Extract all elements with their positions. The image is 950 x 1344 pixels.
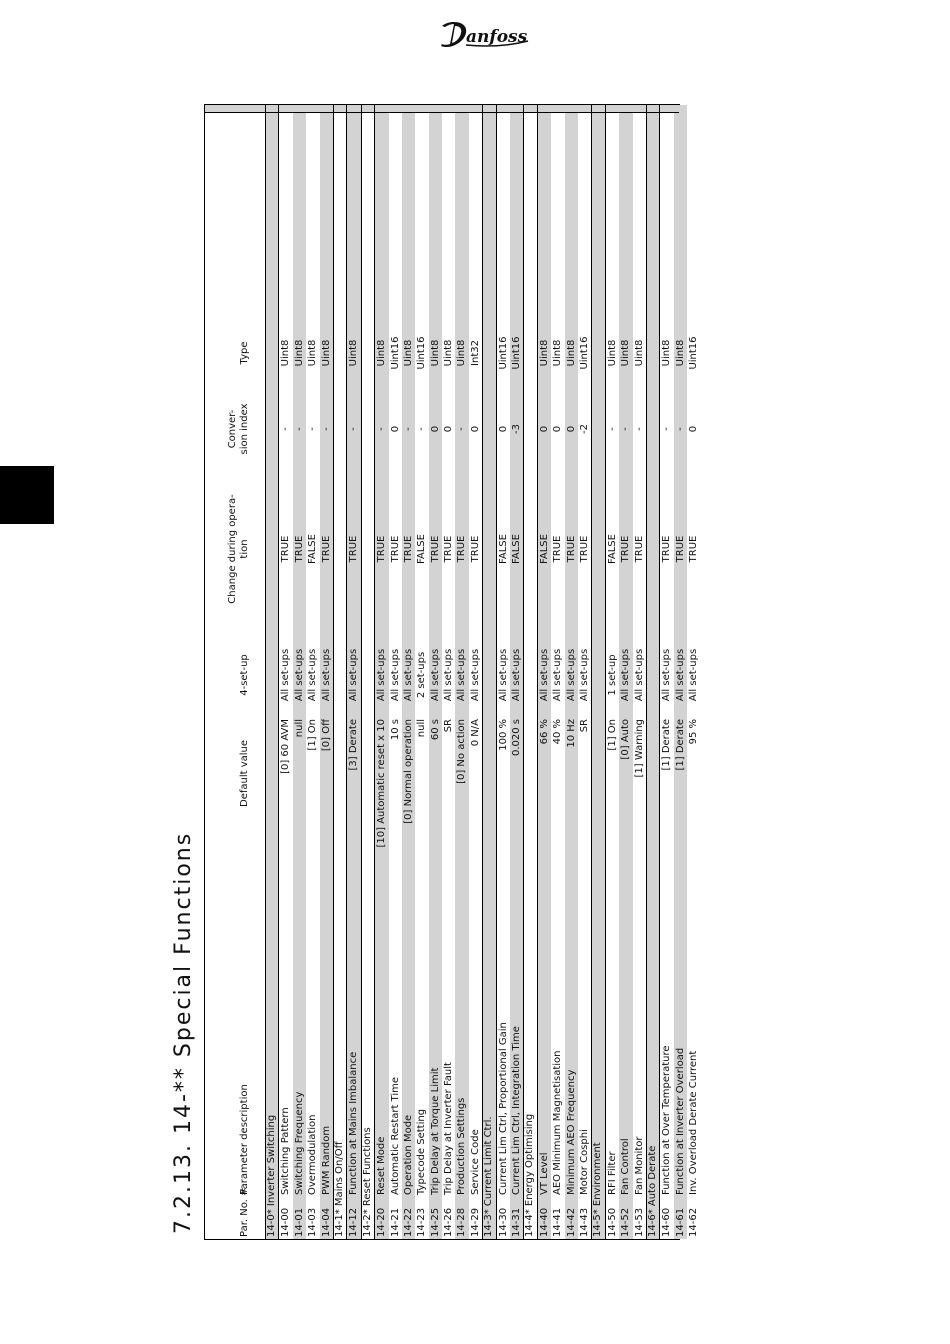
- conversion-index: -: [307, 427, 319, 431]
- data-type: Uint8: [293, 339, 305, 367]
- table-row: [375, 105, 388, 1239]
- setup-count: All set-ups: [280, 648, 292, 702]
- par-number: 14-50: [606, 1207, 618, 1237]
- parameter-description: AEO Minimum Magnetisation: [552, 1050, 564, 1195]
- table-row: [551, 105, 564, 1239]
- parameter-description: Automatic Restart Time: [389, 1076, 401, 1195]
- par-number: 14-28: [456, 1207, 468, 1237]
- conversion-index: 0: [538, 425, 550, 433]
- par-number: 14-41: [552, 1207, 564, 1237]
- group-header-row: [646, 105, 660, 1239]
- setup-count: All set-ups: [674, 648, 686, 702]
- table-row: [279, 105, 292, 1239]
- setup-count: 1 set-up: [606, 654, 618, 696]
- parameter-description: Function at Over Temperature: [661, 1045, 673, 1195]
- data-type: Uint8: [565, 339, 577, 367]
- setup-count: All set-ups: [402, 648, 414, 702]
- data-type: Uint8: [661, 339, 673, 367]
- default-value: 10 s: [389, 719, 401, 741]
- change-during-operation: TRUE: [402, 535, 414, 563]
- group-header-row: [523, 105, 537, 1239]
- table-row: [455, 105, 468, 1239]
- table-row: [565, 105, 578, 1239]
- par-number: 14-00: [280, 1207, 292, 1237]
- par-number: 14-42: [565, 1207, 577, 1237]
- conversion-index: -: [376, 427, 388, 431]
- header-par-no: Par. No. #: [239, 1187, 250, 1237]
- change-during-operation: TRUE: [469, 535, 481, 563]
- setup-count: All set-ups: [497, 648, 509, 702]
- setup-count: All set-ups: [633, 648, 645, 702]
- default-value: [1] On: [307, 719, 319, 751]
- parameter-description: Overmodulation: [307, 1114, 319, 1195]
- danfoss-logo-graphic: [436, 14, 532, 54]
- conversion-index: -: [348, 427, 360, 431]
- table-row: [497, 105, 510, 1239]
- group-title: 14-3* Current Limit Ctrl.: [483, 1116, 495, 1237]
- par-number: 14-12: [348, 1207, 360, 1237]
- par-number: 14-53: [633, 1207, 645, 1237]
- header-change-line1: Change during opera-: [227, 494, 238, 604]
- par-number: 14-21: [389, 1207, 401, 1237]
- default-value: [1] On: [606, 719, 618, 751]
- setup-count: All set-ups: [348, 648, 360, 702]
- conversion-index: -: [633, 427, 645, 431]
- table-row: [633, 105, 646, 1239]
- rotated-page-content: [171, 104, 700, 1240]
- table-row: [293, 105, 306, 1239]
- change-during-operation: TRUE: [443, 535, 455, 563]
- change-during-operation: FALSE: [511, 534, 523, 564]
- table-body: [265, 105, 701, 1239]
- par-number: 14-26: [443, 1207, 455, 1237]
- par-number: 14-61: [674, 1207, 686, 1237]
- setup-count: All set-ups: [565, 648, 577, 702]
- parameter-description: Production Settings: [456, 1097, 468, 1195]
- data-type: Int32: [469, 340, 481, 366]
- conversion-index: 0: [469, 425, 481, 433]
- default-value: null: [416, 719, 428, 738]
- parameter-description: Service Code: [469, 1129, 481, 1195]
- group-title: 14-1* Mains On/Off: [333, 1141, 345, 1237]
- table-row: [442, 105, 455, 1239]
- parameter-description: VT Level: [538, 1152, 550, 1195]
- setup-count: All set-ups: [443, 648, 455, 702]
- default-value: null: [293, 719, 305, 738]
- setup-count: All set-ups: [469, 648, 481, 702]
- parameter-description: Minimum AEO Frequency: [565, 1069, 577, 1195]
- change-during-operation: TRUE: [456, 535, 468, 563]
- table-row: [402, 105, 415, 1239]
- chapter-tab-marker: [0, 466, 54, 524]
- change-during-operation: FALSE: [538, 534, 550, 564]
- parameter-description: Inv. Overload Derate Current: [688, 1050, 700, 1195]
- par-number: 14-03: [307, 1207, 319, 1237]
- table-row: [606, 105, 619, 1239]
- setup-count: All set-ups: [620, 648, 632, 702]
- header-change-line2: tion: [239, 539, 250, 559]
- default-value: [3] Derate: [348, 719, 360, 771]
- parameter-description: Motor Cosphi: [578, 1129, 590, 1195]
- header-conv-line2: sion index: [239, 403, 250, 455]
- parameter-table: [204, 104, 700, 1240]
- data-type: Uint8: [620, 339, 632, 367]
- table-row: [660, 105, 673, 1239]
- group-header-row: [333, 105, 347, 1239]
- svg-text:anfoss: anfoss: [466, 27, 528, 47]
- setup-count: All set-ups: [578, 648, 590, 702]
- conversion-index: 0: [552, 425, 564, 433]
- data-type: Uint8: [307, 339, 319, 367]
- data-type: Uint8: [456, 339, 468, 367]
- conversion-index: -3: [511, 424, 523, 434]
- conversion-index: -: [456, 427, 468, 431]
- parameter-description: Reset Mode: [376, 1136, 388, 1195]
- change-during-operation: TRUE: [578, 535, 590, 563]
- par-number: 14-22: [402, 1207, 414, 1237]
- parameter-description: Typecode Setting: [416, 1108, 428, 1195]
- setup-count: All set-ups: [376, 648, 388, 702]
- table-right-rule: [205, 112, 679, 113]
- default-value: [0] 60 AVM: [280, 719, 292, 774]
- data-type: Uint16: [389, 336, 401, 370]
- table-row: [306, 105, 319, 1239]
- conversion-index: 0: [565, 425, 577, 433]
- danfoss-logo: [436, 14, 532, 54]
- table-row: [619, 105, 632, 1239]
- default-value: [0] No action: [456, 719, 468, 784]
- default-value: 95 %: [688, 719, 700, 745]
- group-header-row: [361, 105, 375, 1239]
- default-value: [1] Warning: [633, 719, 645, 778]
- table-row: [538, 105, 551, 1239]
- header-default-value: Default value: [239, 739, 250, 807]
- conversion-index: 0: [688, 425, 700, 433]
- data-type: Uint16: [497, 336, 509, 370]
- data-type: Uint8: [538, 339, 550, 367]
- data-type: Uint16: [578, 336, 590, 370]
- setup-count: All set-ups: [429, 648, 441, 702]
- header-conv-line1: Conver-: [227, 409, 238, 449]
- conversion-index: 0: [429, 425, 441, 433]
- parameter-description: Function at Inverter Overload: [674, 1047, 686, 1195]
- group-title: 14-0* Inverter Switching: [266, 1114, 277, 1237]
- group-title: 14-2* Reset Functions: [361, 1127, 373, 1237]
- default-value: 10 Hz: [565, 719, 577, 748]
- header-type: Type: [239, 341, 250, 365]
- parameter-description: PWM Random: [320, 1125, 332, 1195]
- setup-count: All set-ups: [389, 648, 401, 702]
- default-value: [10] Automatic reset x 10: [376, 719, 388, 848]
- data-type: Uint8: [402, 339, 414, 367]
- conversion-index: -2: [578, 424, 590, 434]
- default-value: SR: [578, 719, 590, 733]
- default-value: [1] Derate: [661, 719, 673, 771]
- table-header: [205, 105, 265, 1239]
- group-header-row: [591, 105, 605, 1239]
- table-row: [578, 105, 591, 1239]
- data-type: Uint8: [606, 339, 618, 367]
- change-during-operation: TRUE: [389, 535, 401, 563]
- parameter-description: Trip Delay at Torque Limit: [429, 1067, 441, 1195]
- change-during-operation: TRUE: [320, 535, 332, 563]
- parameter-description: Trip Delay at Inverter Fault: [443, 1062, 455, 1195]
- table-row: [320, 105, 333, 1239]
- data-type: Uint16: [511, 336, 523, 370]
- change-during-operation: TRUE: [429, 535, 441, 563]
- default-value: 60 s: [429, 719, 441, 741]
- data-type: Uint8: [674, 339, 686, 367]
- conversion-index: -: [620, 427, 632, 431]
- default-value: 0.020 s: [511, 719, 523, 757]
- change-during-operation: TRUE: [376, 535, 388, 563]
- setup-count: All set-ups: [511, 648, 523, 702]
- parameter-description: Current Lim Ctrl, Integration Time: [511, 1026, 523, 1195]
- setup-count: All set-ups: [688, 648, 700, 702]
- data-type: Uint8: [443, 339, 455, 367]
- change-during-operation: FALSE: [606, 534, 618, 564]
- setup-count: All set-ups: [538, 648, 550, 702]
- change-during-operation: TRUE: [348, 535, 360, 563]
- header-change-during-operation: [227, 471, 251, 627]
- parameter-description: RFI Filter: [606, 1151, 618, 1195]
- conversion-index: -: [416, 427, 428, 431]
- par-number: 14-01: [293, 1207, 305, 1237]
- table-row: [510, 105, 523, 1239]
- par-number: 14-04: [320, 1207, 332, 1237]
- default-value: [1] Derate: [674, 719, 686, 771]
- change-during-operation: TRUE: [633, 535, 645, 563]
- parameter-description: Current Lim Ctrl, Proportional Gain: [497, 1022, 509, 1195]
- group-title: 14-5* Environment: [592, 1142, 604, 1237]
- setup-count: All set-ups: [307, 648, 319, 702]
- table-row: [674, 105, 687, 1239]
- change-during-operation: TRUE: [674, 535, 686, 563]
- par-number: 14-52: [620, 1207, 632, 1237]
- data-type: Uint16: [688, 336, 700, 370]
- header-setup: 4-set-up: [239, 654, 250, 696]
- table-row: [389, 105, 402, 1239]
- par-number: 14-40: [538, 1207, 550, 1237]
- conversion-index: -: [280, 427, 292, 431]
- group-header-row: [265, 105, 279, 1239]
- par-number: 14-25: [429, 1207, 441, 1237]
- default-value: [0] Off: [320, 719, 332, 752]
- change-during-operation: TRUE: [620, 535, 632, 563]
- change-during-operation: TRUE: [293, 535, 305, 563]
- change-during-operation: TRUE: [552, 535, 564, 563]
- par-number: 14-60: [661, 1207, 673, 1237]
- conversion-index: -: [402, 427, 414, 431]
- default-value: [0] Auto: [620, 719, 632, 760]
- data-type: Uint8: [280, 339, 292, 367]
- conversion-index: -: [320, 427, 332, 431]
- table-row: [469, 105, 482, 1239]
- default-value: 100 %: [497, 719, 509, 751]
- data-type: Uint8: [552, 339, 564, 367]
- conversion-index: -: [674, 427, 686, 431]
- data-type: Uint8: [348, 339, 360, 367]
- parameter-description: Operation Mode: [402, 1114, 414, 1195]
- data-type: Uint8: [429, 339, 441, 367]
- setup-count: 2 set-ups: [416, 651, 428, 699]
- header-conversion-index: [227, 399, 251, 459]
- table-row: [429, 105, 442, 1239]
- par-number: 14-30: [497, 1207, 509, 1237]
- setup-count: All set-ups: [552, 648, 564, 702]
- conversion-index: 0: [443, 425, 455, 433]
- change-during-operation: TRUE: [661, 535, 673, 563]
- default-value: 66 %: [538, 719, 550, 745]
- data-type: Uint16: [416, 336, 428, 370]
- setup-count: All set-ups: [456, 648, 468, 702]
- par-number: 14-29: [469, 1207, 481, 1237]
- parameter-description: Fan Monitor: [633, 1136, 645, 1195]
- group-title: 14-6* Auto Derate: [646, 1145, 658, 1237]
- change-during-operation: TRUE: [280, 535, 292, 563]
- par-number: 14-43: [578, 1207, 590, 1237]
- parameter-description: Fan Control: [620, 1138, 632, 1195]
- change-during-operation: FALSE: [307, 534, 319, 564]
- group-header-row: [482, 105, 496, 1239]
- default-value: 40 %: [552, 719, 564, 745]
- data-type: Uint8: [320, 339, 332, 367]
- par-number: 14-62: [688, 1207, 700, 1237]
- setup-count: All set-ups: [320, 648, 332, 702]
- conversion-index: 0: [389, 425, 401, 433]
- conversion-index: -: [661, 427, 673, 431]
- parameter-description: Switching Pattern: [280, 1107, 292, 1195]
- parameter-description: Switching Frequency: [293, 1091, 305, 1195]
- par-number: 14-23: [416, 1207, 428, 1237]
- default-value: [0] Normal operation: [402, 719, 414, 824]
- parameter-description: Function at Mains Imbalance: [348, 1051, 360, 1195]
- table-row: [347, 105, 360, 1239]
- table-row: [415, 105, 428, 1239]
- data-type: Uint8: [376, 339, 388, 367]
- conversion-index: -: [606, 427, 618, 431]
- section-title: 7.2.13. 14-** Special Functions: [171, 831, 196, 1234]
- change-during-operation: FALSE: [497, 534, 509, 564]
- table-row: [687, 105, 700, 1239]
- change-during-operation: TRUE: [565, 535, 577, 563]
- conversion-index: 0: [497, 425, 509, 433]
- par-number: 14-31: [511, 1207, 523, 1237]
- data-type: Uint8: [633, 339, 645, 367]
- group-title: 14-4* Energy Optimising: [524, 1113, 536, 1237]
- default-value: SR: [443, 719, 455, 733]
- par-number: 14-20: [376, 1207, 388, 1237]
- setup-count: All set-ups: [661, 648, 673, 702]
- conversion-index: -: [293, 427, 305, 431]
- default-value: 0 N/A: [469, 719, 481, 747]
- change-during-operation: FALSE: [416, 534, 428, 564]
- change-during-operation: TRUE: [688, 535, 700, 563]
- header-description: Parameter description: [239, 1084, 250, 1195]
- setup-count: All set-ups: [293, 648, 305, 702]
